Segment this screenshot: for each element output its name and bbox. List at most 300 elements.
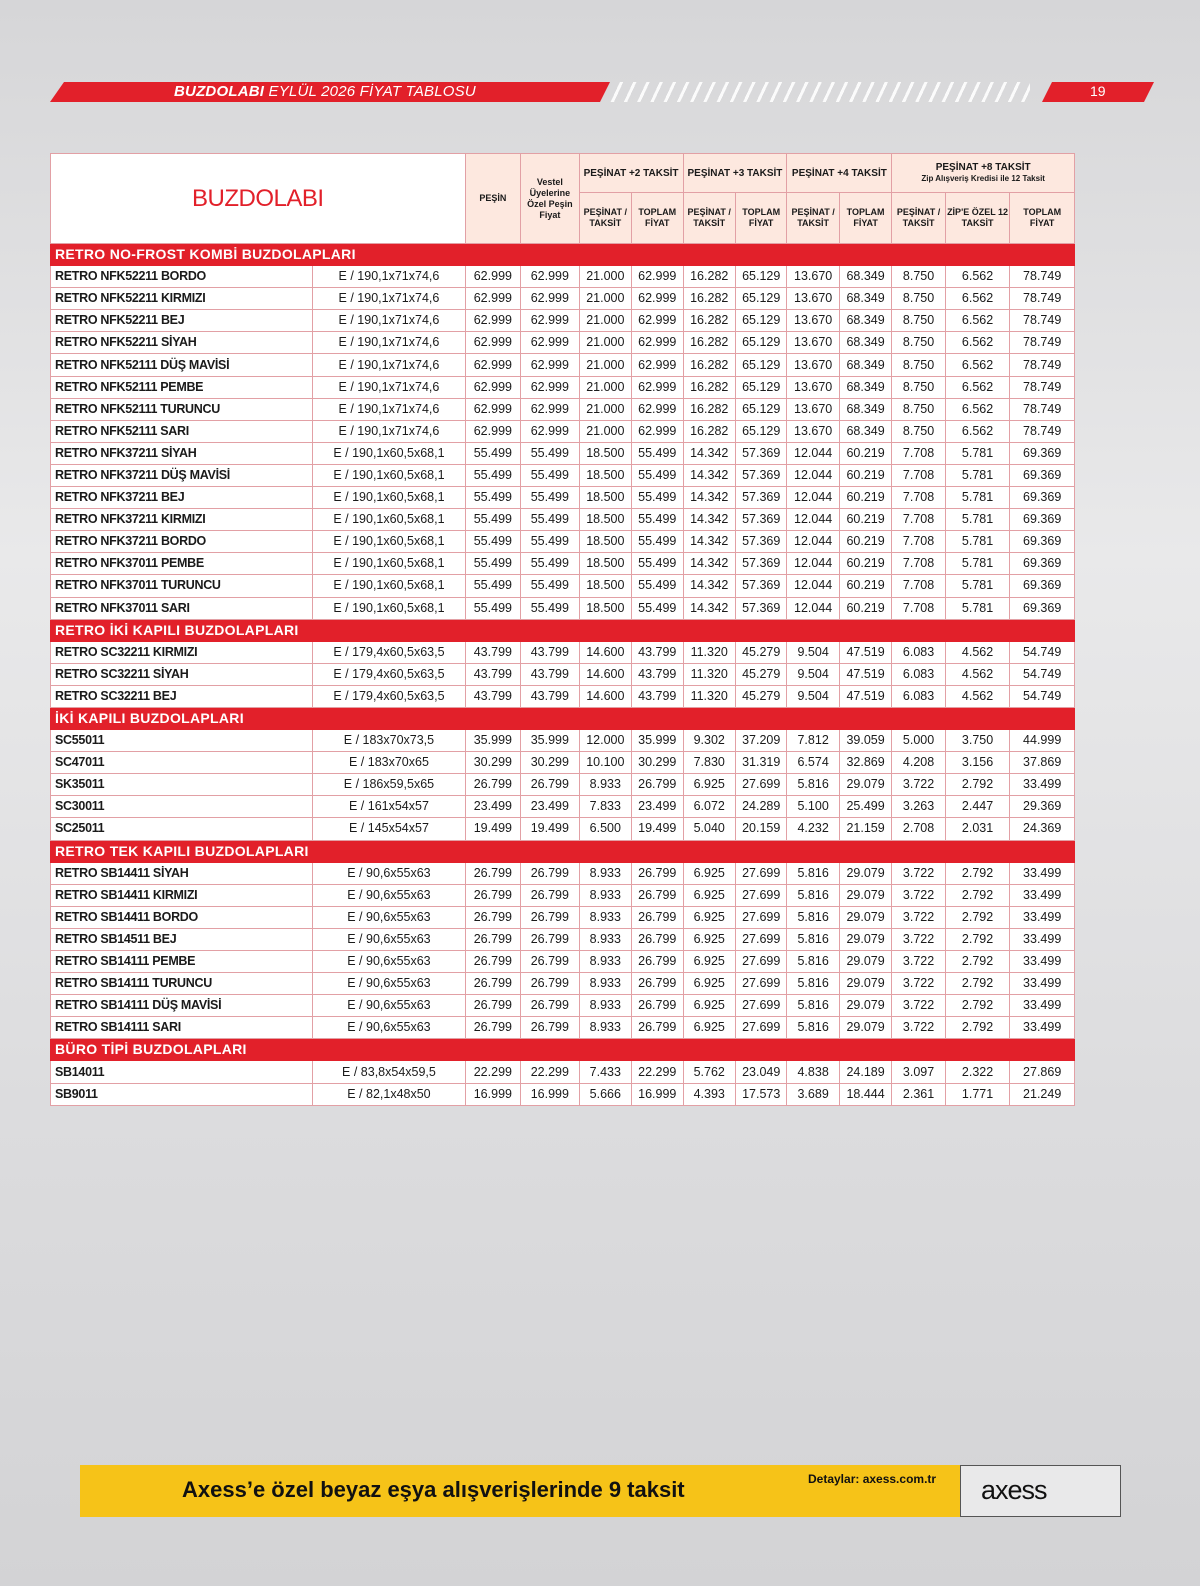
price-cell: 6.562 bbox=[945, 420, 1010, 442]
price-cell: 26.799 bbox=[465, 774, 520, 796]
price-cell: 30.299 bbox=[521, 752, 580, 774]
price-cell: 30.299 bbox=[465, 752, 520, 774]
price-cell: 5.762 bbox=[683, 1061, 735, 1083]
product-model: SC47011 bbox=[51, 752, 313, 774]
price-cell: 62.999 bbox=[521, 354, 580, 376]
details-link[interactable]: Detaylar: axess.com.tr bbox=[808, 1472, 937, 1486]
price-cell: 44.999 bbox=[1010, 730, 1075, 752]
product-model: RETRO SC32211 KIRMIZI bbox=[51, 641, 313, 663]
price-cell: 4.232 bbox=[787, 818, 839, 840]
price-cell: 62.999 bbox=[521, 420, 580, 442]
sub-pesinat: PEŞİNAT / TAKSİT bbox=[683, 193, 735, 244]
price-cell: 62.999 bbox=[632, 266, 683, 288]
price-cell: 7.708 bbox=[892, 442, 945, 464]
price-cell: 29.079 bbox=[839, 951, 891, 973]
price-cell: 6.925 bbox=[683, 862, 735, 884]
price-cell: 68.349 bbox=[839, 288, 891, 310]
product-model: RETRO NFK37011 PEMBE bbox=[51, 553, 313, 575]
price-cell: 3.156 bbox=[945, 752, 1010, 774]
price-cell: 8.933 bbox=[579, 951, 631, 973]
product-dimensions: E / 183x70x65 bbox=[313, 752, 465, 774]
product-dimensions: E / 190,1x71x74,6 bbox=[313, 420, 465, 442]
price-cell: 33.499 bbox=[1010, 1017, 1075, 1039]
price-cell: 26.799 bbox=[632, 862, 683, 884]
price-cell: 16.282 bbox=[683, 332, 735, 354]
product-dimensions: E / 83,8x54x59,5 bbox=[313, 1061, 465, 1083]
product-model: RETRO NFK37011 TURUNCU bbox=[51, 575, 313, 597]
price-cell: 8.933 bbox=[579, 906, 631, 928]
price-cell: 3.722 bbox=[892, 995, 945, 1017]
price-cell: 26.799 bbox=[465, 862, 520, 884]
price-cell: 8.750 bbox=[892, 398, 945, 420]
price-cell: 20.159 bbox=[735, 818, 786, 840]
price-cell: 6.562 bbox=[945, 376, 1010, 398]
price-cell: 8.933 bbox=[579, 862, 631, 884]
section-title: BÜRO TİPİ BUZDOLAPLARI bbox=[51, 1039, 1075, 1061]
price-cell: 4.562 bbox=[945, 641, 1010, 663]
price-cell: 43.799 bbox=[465, 685, 520, 707]
price-cell: 57.369 bbox=[735, 509, 786, 531]
table-row bbox=[51, 1061, 1075, 1083]
price-cell: 5.816 bbox=[787, 884, 839, 906]
price-cell: 7.833 bbox=[579, 796, 631, 818]
price-cell: 6.562 bbox=[945, 332, 1010, 354]
price-cell: 3.722 bbox=[892, 1017, 945, 1039]
price-cell: 24.189 bbox=[839, 1061, 891, 1083]
price-cell: 24.289 bbox=[735, 796, 786, 818]
product-dimensions: E / 190,1x60,5x68,1 bbox=[313, 464, 465, 486]
table-row bbox=[51, 1017, 1075, 1039]
table-row bbox=[51, 575, 1075, 597]
product-model: RETRO SB14111 TURUNCU bbox=[51, 973, 313, 995]
price-cell: 57.369 bbox=[735, 487, 786, 509]
price-table bbox=[50, 153, 1075, 1106]
price-cell: 3.722 bbox=[892, 906, 945, 928]
price-cell: 62.999 bbox=[465, 354, 520, 376]
group-header-8: PEŞİNAT +8 TAKSİT Zip Alışveriş Kredisi ile 12 Taksit bbox=[892, 154, 1075, 193]
price-cell: 6.925 bbox=[683, 973, 735, 995]
price-cell: 68.349 bbox=[839, 266, 891, 288]
price-cell: 62.999 bbox=[632, 420, 683, 442]
product-dimensions: E / 90,6x55x63 bbox=[313, 928, 465, 950]
product-model: RETRO SB14411 KIRMIZI bbox=[51, 884, 313, 906]
section-header bbox=[51, 707, 1075, 729]
product-model: RETRO SB14111 DÜŞ MAVİSİ bbox=[51, 995, 313, 1017]
price-cell: 12.044 bbox=[787, 597, 839, 619]
price-cell: 62.999 bbox=[465, 288, 520, 310]
price-cell: 12.044 bbox=[787, 531, 839, 553]
price-cell: 55.499 bbox=[465, 509, 520, 531]
price-cell: 26.799 bbox=[632, 928, 683, 950]
price-cell: 26.799 bbox=[465, 928, 520, 950]
price-cell: 12.044 bbox=[787, 575, 839, 597]
col-pesin: PEŞİN bbox=[465, 154, 520, 244]
price-cell: 78.749 bbox=[1010, 310, 1075, 332]
price-cell: 29.079 bbox=[839, 774, 891, 796]
product-dimensions: E / 186x59,5x65 bbox=[313, 774, 465, 796]
table-row bbox=[51, 796, 1075, 818]
price-cell: 55.499 bbox=[465, 553, 520, 575]
price-cell: 26.799 bbox=[521, 862, 580, 884]
price-cell: 3.722 bbox=[892, 928, 945, 950]
table-row bbox=[51, 818, 1075, 840]
section-title: RETRO İKİ KAPILI BUZDOLAPLARI bbox=[51, 619, 1075, 641]
group-header-4: PEŞİNAT +4 TAKSİT bbox=[787, 154, 892, 193]
price-cell: 29.079 bbox=[839, 862, 891, 884]
product-model: RETRO NFK52111 TURUNCU bbox=[51, 398, 313, 420]
price-cell: 26.799 bbox=[465, 951, 520, 973]
price-cell: 5.781 bbox=[945, 553, 1010, 575]
product-dimensions: E / 179,4x60,5x63,5 bbox=[313, 685, 465, 707]
table-row bbox=[51, 951, 1075, 973]
price-cell: 16.282 bbox=[683, 266, 735, 288]
price-cell: 26.799 bbox=[521, 884, 580, 906]
price-cell: 11.320 bbox=[683, 641, 735, 663]
price-cell: 62.999 bbox=[521, 288, 580, 310]
price-cell: 2.322 bbox=[945, 1061, 1010, 1083]
price-cell: 35.999 bbox=[632, 730, 683, 752]
price-cell: 57.369 bbox=[735, 597, 786, 619]
price-cell: 2.792 bbox=[945, 906, 1010, 928]
price-cell: 60.219 bbox=[839, 597, 891, 619]
product-dimensions: E / 190,1x60,5x68,1 bbox=[313, 487, 465, 509]
price-cell: 8.933 bbox=[579, 774, 631, 796]
price-cell: 12.044 bbox=[787, 509, 839, 531]
price-cell: 55.499 bbox=[632, 553, 683, 575]
price-cell: 18.500 bbox=[579, 509, 631, 531]
product-dimensions: E / 179,4x60,5x63,5 bbox=[313, 663, 465, 685]
price-cell: 78.749 bbox=[1010, 288, 1075, 310]
price-cell: 62.999 bbox=[632, 288, 683, 310]
price-cell: 62.999 bbox=[632, 376, 683, 398]
price-cell: 65.129 bbox=[735, 398, 786, 420]
price-cell: 19.499 bbox=[632, 818, 683, 840]
price-cell: 65.129 bbox=[735, 288, 786, 310]
price-cell: 69.369 bbox=[1010, 464, 1075, 486]
header-banner bbox=[50, 82, 1150, 102]
price-cell: 2.792 bbox=[945, 862, 1010, 884]
price-cell: 12.044 bbox=[787, 464, 839, 486]
price-cell: 35.999 bbox=[521, 730, 580, 752]
price-cell: 3.722 bbox=[892, 951, 945, 973]
price-cell: 32.869 bbox=[839, 752, 891, 774]
price-cell: 62.999 bbox=[521, 266, 580, 288]
table-row bbox=[51, 973, 1075, 995]
price-cell: 23.499 bbox=[632, 796, 683, 818]
price-cell: 33.499 bbox=[1010, 973, 1075, 995]
product-model: RETRO NFK37211 SİYAH bbox=[51, 442, 313, 464]
price-cell: 6.925 bbox=[683, 951, 735, 973]
product-dimensions: E / 190,1x71x74,6 bbox=[313, 354, 465, 376]
price-cell: 55.499 bbox=[632, 597, 683, 619]
price-cell: 26.799 bbox=[632, 995, 683, 1017]
table-row bbox=[51, 487, 1075, 509]
price-cell: 55.499 bbox=[632, 509, 683, 531]
price-cell: 2.031 bbox=[945, 818, 1010, 840]
price-cell: 29.079 bbox=[839, 884, 891, 906]
price-cell: 8.750 bbox=[892, 288, 945, 310]
price-cell: 78.749 bbox=[1010, 420, 1075, 442]
table-row bbox=[51, 288, 1075, 310]
price-cell: 19.499 bbox=[521, 818, 580, 840]
price-cell: 4.562 bbox=[945, 663, 1010, 685]
price-cell: 13.670 bbox=[787, 332, 839, 354]
product-model: RETRO SB14411 SİYAH bbox=[51, 862, 313, 884]
product-model: RETRO NFK37211 KIRMIZI bbox=[51, 509, 313, 531]
table-row bbox=[51, 442, 1075, 464]
product-dimensions: E / 190,1x71x74,6 bbox=[313, 376, 465, 398]
price-cell: 2.792 bbox=[945, 951, 1010, 973]
price-cell: 55.499 bbox=[465, 531, 520, 553]
price-cell: 2.792 bbox=[945, 774, 1010, 796]
sub-toplam: TOPLAM FİYAT bbox=[839, 193, 891, 244]
price-cell: 6.072 bbox=[683, 796, 735, 818]
price-cell: 3.689 bbox=[787, 1083, 839, 1105]
price-cell: 27.699 bbox=[735, 884, 786, 906]
table-body bbox=[51, 244, 1075, 1106]
price-cell: 29.079 bbox=[839, 973, 891, 995]
price-cell: 6.562 bbox=[945, 310, 1010, 332]
product-model: RETRO NFK37011 SARI bbox=[51, 597, 313, 619]
price-cell: 55.499 bbox=[465, 487, 520, 509]
price-cell: 35.999 bbox=[465, 730, 520, 752]
price-cell: 6.925 bbox=[683, 928, 735, 950]
sub-pesinat: PEŞİNAT / TAKSİT bbox=[579, 193, 631, 244]
table-row bbox=[51, 752, 1075, 774]
table-row bbox=[51, 906, 1075, 928]
price-cell: 6.083 bbox=[892, 685, 945, 707]
price-cell: 29.079 bbox=[839, 1017, 891, 1039]
price-cell: 18.500 bbox=[579, 531, 631, 553]
price-cell: 7.433 bbox=[579, 1061, 631, 1083]
section-header bbox=[51, 1039, 1075, 1061]
footer-promo bbox=[80, 1465, 1120, 1517]
price-cell: 62.999 bbox=[465, 398, 520, 420]
header-stripes-decoration bbox=[610, 82, 1030, 102]
price-cell: 5.816 bbox=[787, 995, 839, 1017]
product-model: RETRO NFK52211 BEJ bbox=[51, 310, 313, 332]
price-cell: 5.040 bbox=[683, 818, 735, 840]
product-dimensions: E / 90,6x55x63 bbox=[313, 884, 465, 906]
price-cell: 27.869 bbox=[1010, 1061, 1075, 1083]
price-cell: 7.830 bbox=[683, 752, 735, 774]
price-cell: 29.369 bbox=[1010, 796, 1075, 818]
price-cell: 14.342 bbox=[683, 597, 735, 619]
product-dimensions: E / 190,1x71x74,6 bbox=[313, 288, 465, 310]
price-cell: 22.299 bbox=[632, 1061, 683, 1083]
price-cell: 21.159 bbox=[839, 818, 891, 840]
price-cell: 26.799 bbox=[521, 951, 580, 973]
price-cell: 3.097 bbox=[892, 1061, 945, 1083]
price-cell: 62.999 bbox=[465, 420, 520, 442]
section-header bbox=[51, 244, 1075, 266]
product-model: RETRO SB14411 BORDO bbox=[51, 906, 313, 928]
price-cell: 27.699 bbox=[735, 1017, 786, 1039]
price-cell: 26.799 bbox=[632, 906, 683, 928]
price-cell: 12.044 bbox=[787, 487, 839, 509]
price-cell: 7.708 bbox=[892, 575, 945, 597]
price-cell: 5.816 bbox=[787, 928, 839, 950]
product-model: RETRO SB14111 PEMBE bbox=[51, 951, 313, 973]
price-cell: 18.500 bbox=[579, 575, 631, 597]
price-cell: 6.925 bbox=[683, 906, 735, 928]
price-cell: 65.129 bbox=[735, 376, 786, 398]
price-cell: 26.799 bbox=[465, 973, 520, 995]
price-cell: 54.749 bbox=[1010, 663, 1075, 685]
price-cell: 6.562 bbox=[945, 266, 1010, 288]
price-cell: 13.670 bbox=[787, 354, 839, 376]
price-cell: 10.100 bbox=[579, 752, 631, 774]
section-header bbox=[51, 840, 1075, 862]
price-cell: 8.933 bbox=[579, 995, 631, 1017]
price-cell: 26.799 bbox=[521, 928, 580, 950]
price-cell: 33.499 bbox=[1010, 862, 1075, 884]
price-cell: 8.933 bbox=[579, 973, 631, 995]
group-header-3: PEŞİNAT +3 TAKSİT bbox=[683, 154, 787, 193]
price-cell: 6.574 bbox=[787, 752, 839, 774]
price-cell: 69.369 bbox=[1010, 487, 1075, 509]
price-cell: 62.999 bbox=[465, 376, 520, 398]
price-cell: 8.933 bbox=[579, 928, 631, 950]
price-cell: 5.816 bbox=[787, 774, 839, 796]
price-cell: 9.302 bbox=[683, 730, 735, 752]
price-cell: 31.319 bbox=[735, 752, 786, 774]
price-cell: 78.749 bbox=[1010, 376, 1075, 398]
price-cell: 9.504 bbox=[787, 685, 839, 707]
table-title: BUZDOLABI bbox=[51, 154, 466, 244]
product-model: RETRO SC32211 SİYAH bbox=[51, 663, 313, 685]
price-cell: 2.447 bbox=[945, 796, 1010, 818]
price-cell: 33.499 bbox=[1010, 951, 1075, 973]
product-dimensions: E / 90,6x55x63 bbox=[313, 995, 465, 1017]
price-cell: 26.799 bbox=[632, 884, 683, 906]
table-row bbox=[51, 464, 1075, 486]
price-cell: 18.500 bbox=[579, 464, 631, 486]
product-dimensions: E / 190,1x60,5x68,1 bbox=[313, 531, 465, 553]
price-cell: 62.999 bbox=[632, 354, 683, 376]
price-cell: 7.708 bbox=[892, 487, 945, 509]
price-cell: 68.349 bbox=[839, 420, 891, 442]
price-cell: 14.342 bbox=[683, 464, 735, 486]
price-cell: 55.499 bbox=[465, 597, 520, 619]
price-cell: 4.838 bbox=[787, 1061, 839, 1083]
table-row bbox=[51, 862, 1075, 884]
product-model: RETRO NFK52211 KIRMIZI bbox=[51, 288, 313, 310]
price-cell: 5.816 bbox=[787, 951, 839, 973]
price-cell: 16.282 bbox=[683, 310, 735, 332]
price-cell: 18.500 bbox=[579, 597, 631, 619]
product-model: RETRO NFK52211 SİYAH bbox=[51, 332, 313, 354]
price-cell: 27.699 bbox=[735, 995, 786, 1017]
price-cell: 78.749 bbox=[1010, 354, 1075, 376]
price-cell: 43.799 bbox=[465, 641, 520, 663]
price-cell: 37.209 bbox=[735, 730, 786, 752]
price-cell: 55.499 bbox=[521, 531, 580, 553]
price-cell: 47.519 bbox=[839, 663, 891, 685]
price-cell: 3.722 bbox=[892, 774, 945, 796]
price-cell: 16.282 bbox=[683, 288, 735, 310]
table-row bbox=[51, 332, 1075, 354]
price-cell: 55.499 bbox=[521, 597, 580, 619]
price-cell: 27.699 bbox=[735, 928, 786, 950]
price-cell: 2.708 bbox=[892, 818, 945, 840]
price-cell: 43.799 bbox=[632, 685, 683, 707]
sub-toplam: TOPLAM FİYAT bbox=[1010, 193, 1075, 244]
price-cell: 26.799 bbox=[521, 906, 580, 928]
table-row bbox=[51, 928, 1075, 950]
product-dimensions: E / 190,1x60,5x68,1 bbox=[313, 597, 465, 619]
price-cell: 8.933 bbox=[579, 1017, 631, 1039]
price-cell: 33.499 bbox=[1010, 884, 1075, 906]
price-cell: 8.750 bbox=[892, 420, 945, 442]
price-cell: 13.670 bbox=[787, 420, 839, 442]
sub-pesinat: PEŞİNAT / TAKSİT bbox=[892, 193, 945, 244]
price-cell: 7.708 bbox=[892, 553, 945, 575]
price-cell: 2.361 bbox=[892, 1083, 945, 1105]
price-cell: 65.129 bbox=[735, 332, 786, 354]
product-dimensions: E / 190,1x60,5x68,1 bbox=[313, 575, 465, 597]
price-cell: 26.799 bbox=[521, 973, 580, 995]
product-model: RETRO SC32211 BEJ bbox=[51, 685, 313, 707]
price-cell: 5.781 bbox=[945, 531, 1010, 553]
price-cell: 7.708 bbox=[892, 597, 945, 619]
product-model: SC55011 bbox=[51, 730, 313, 752]
price-cell: 16.282 bbox=[683, 420, 735, 442]
price-cell: 78.749 bbox=[1010, 398, 1075, 420]
price-cell: 43.799 bbox=[465, 663, 520, 685]
price-cell: 16.999 bbox=[521, 1083, 580, 1105]
product-dimensions: E / 90,6x55x63 bbox=[313, 951, 465, 973]
product-model: RETRO NFK52211 BORDO bbox=[51, 266, 313, 288]
price-cell: 54.749 bbox=[1010, 685, 1075, 707]
price-cell: 27.699 bbox=[735, 862, 786, 884]
price-cell: 21.000 bbox=[579, 398, 631, 420]
price-cell: 43.799 bbox=[521, 685, 580, 707]
table-row bbox=[51, 663, 1075, 685]
price-cell: 60.219 bbox=[839, 487, 891, 509]
price-cell: 1.771 bbox=[945, 1083, 1010, 1105]
table-row bbox=[51, 553, 1075, 575]
price-cell: 16.999 bbox=[465, 1083, 520, 1105]
price-cell: 45.279 bbox=[735, 685, 786, 707]
price-cell: 2.792 bbox=[945, 995, 1010, 1017]
price-cell: 26.799 bbox=[465, 995, 520, 1017]
product-model: RETRO SB14111 SARI bbox=[51, 1017, 313, 1039]
price-cell: 69.369 bbox=[1010, 575, 1075, 597]
price-cell: 6.562 bbox=[945, 398, 1010, 420]
price-cell: 2.792 bbox=[945, 1017, 1010, 1039]
price-cell: 57.369 bbox=[735, 442, 786, 464]
price-cell: 39.059 bbox=[839, 730, 891, 752]
price-cell: 5.816 bbox=[787, 1017, 839, 1039]
price-cell: 5.781 bbox=[945, 509, 1010, 531]
price-cell: 33.499 bbox=[1010, 774, 1075, 796]
price-cell: 29.079 bbox=[839, 995, 891, 1017]
price-cell: 7.812 bbox=[787, 730, 839, 752]
price-cell: 26.799 bbox=[465, 906, 520, 928]
price-cell: 68.349 bbox=[839, 354, 891, 376]
price-cell: 8.750 bbox=[892, 376, 945, 398]
price-cell: 29.079 bbox=[839, 928, 891, 950]
price-cell: 6.925 bbox=[683, 774, 735, 796]
price-cell: 6.562 bbox=[945, 288, 1010, 310]
price-cell: 14.342 bbox=[683, 487, 735, 509]
price-cell: 22.299 bbox=[521, 1061, 580, 1083]
price-cell: 9.504 bbox=[787, 663, 839, 685]
price-cell: 65.129 bbox=[735, 354, 786, 376]
price-cell: 16.282 bbox=[683, 376, 735, 398]
price-cell: 21.000 bbox=[579, 310, 631, 332]
